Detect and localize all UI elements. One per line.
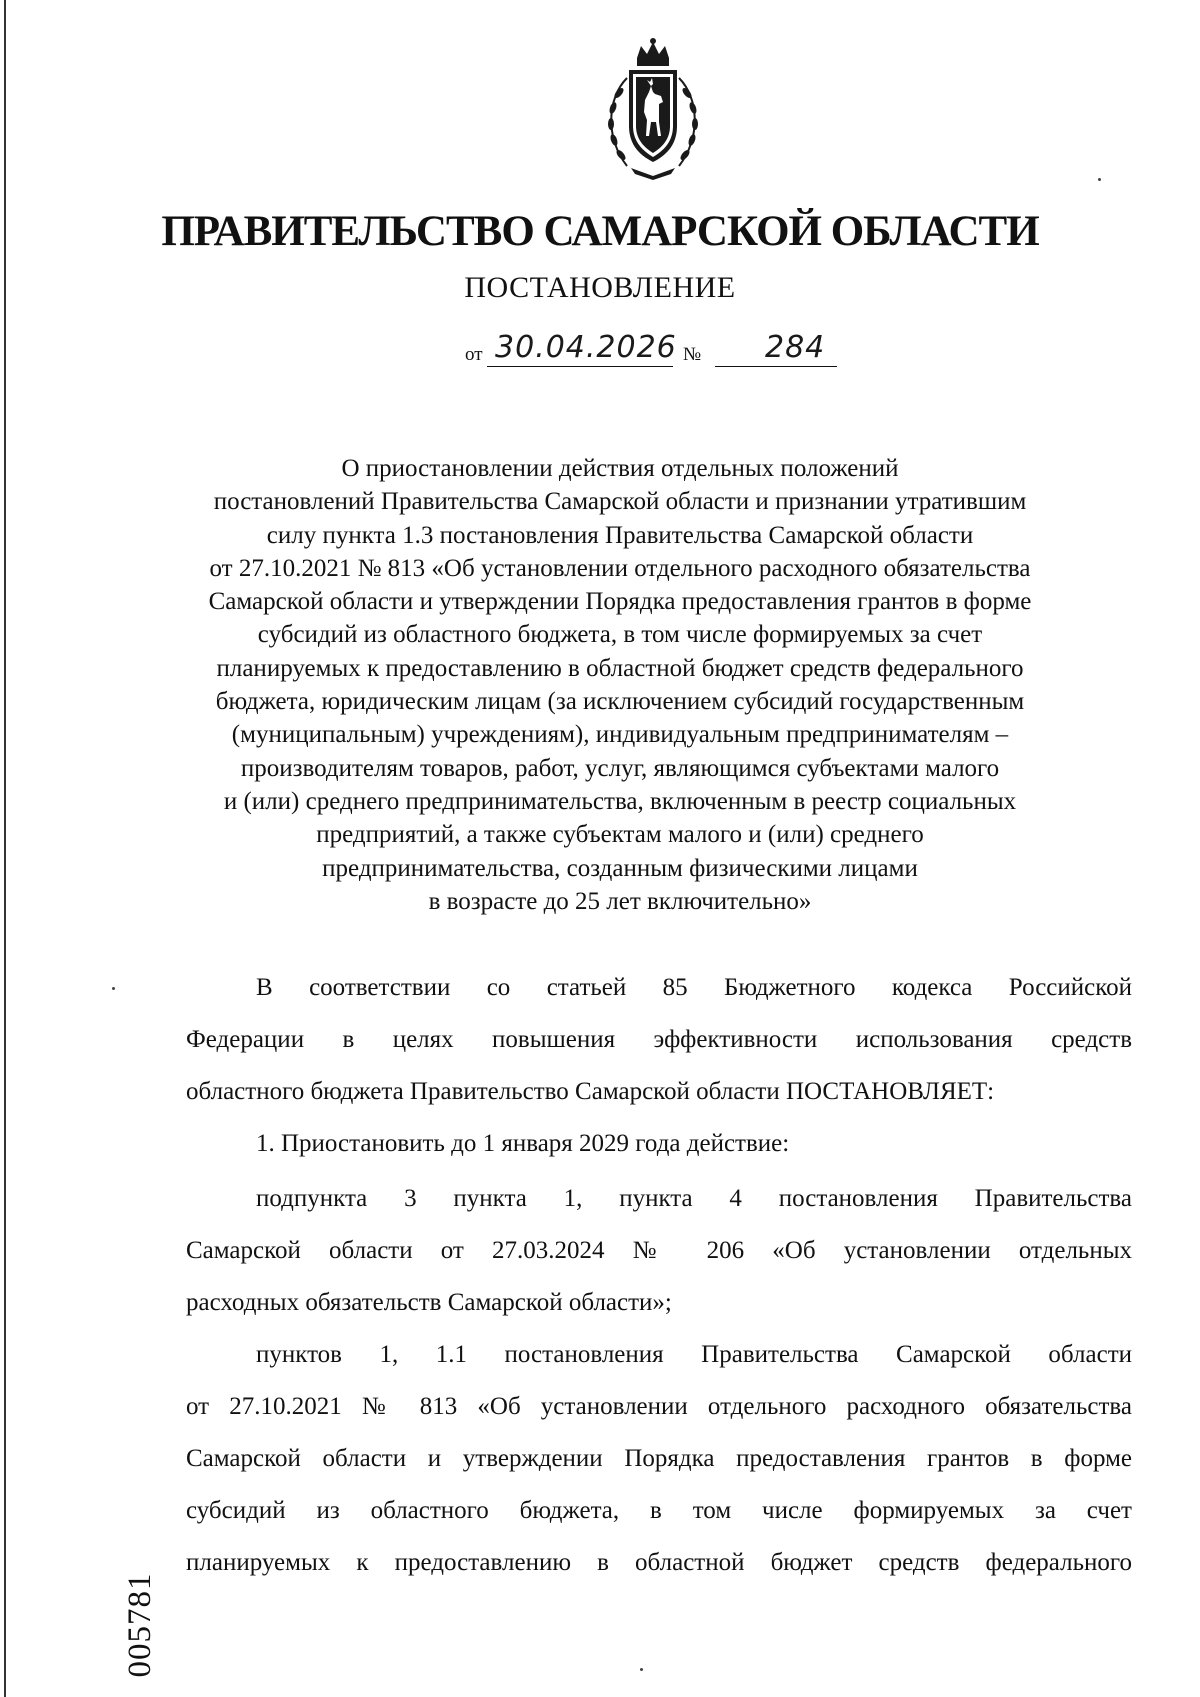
body-line: Федерации в целях повышения эффективности использования средств xyxy=(186,1026,1132,1053)
body-line: расходных обязательств Самарской области»; xyxy=(186,1289,672,1316)
subject-line: от 27.10.2021 № 813 «Об установлении отдельного расходного обязательства xyxy=(209,554,1031,582)
number-label: № xyxy=(683,344,702,365)
number-underline xyxy=(715,366,837,367)
body-line: подпункта 3 пункта 1, пункта 4 постановления Правительства xyxy=(256,1185,1132,1212)
subject-line: производителям товаров, работ, услуг, являющимся субъектами малого xyxy=(240,754,1000,782)
decree-subject xyxy=(160,452,1080,918)
subject-line: субсидий из областного бюджета, в том числе формируемых за счет xyxy=(257,621,983,649)
scan-speck xyxy=(112,987,115,990)
subject-line: постановлений Правительства Самарской области и признании утратившим xyxy=(213,488,1027,516)
body-line: пунктов 1, 1.1 постановления Правительства Самарской области xyxy=(256,1341,1132,1368)
subject-line: бюджета, юридическим лицам (за исключением субсидий государственным xyxy=(215,688,1025,716)
handwritten-number: 284 xyxy=(765,330,826,365)
date-underline xyxy=(487,366,673,367)
scan-speck xyxy=(1098,178,1101,181)
subject-line: предприятий, а также субъектам малого и (или) среднего xyxy=(316,821,924,849)
government-title: ПРАВИТЕЛЬСТВО САМАРСКОЙ ОБЛАСТИ xyxy=(161,208,1039,255)
subject-line: Самарской области и утверждении Порядка предоставления грантов в форме xyxy=(208,588,1032,616)
body-line: от 27.10.2021 № 813 «Об установлении отдельного расходного обязательства xyxy=(186,1393,1132,1420)
body-line: Самарской области и утверждении Порядка предоставления грантов в форме xyxy=(186,1445,1132,1472)
subject-line: предпринимательства, созданным физическими лицами xyxy=(322,854,918,882)
body-line: планируемых к предоставлению в областной бюджет средств федерального xyxy=(186,1549,1132,1576)
handwritten-date: 30.04.2026 xyxy=(495,330,677,365)
subject-line: в возрасте до 25 лет включительно» xyxy=(428,887,812,915)
serial-number-text: 005781 xyxy=(122,1572,158,1678)
subject-line: О приостановлении действия отдельных положений xyxy=(341,455,899,482)
date-label: от xyxy=(465,344,483,365)
body-line: субсидий из областного бюджета, в том числе формируемых за счет xyxy=(186,1497,1132,1524)
subject-line: силу пункта 1.3 постановления Правительства Самарской области xyxy=(266,521,974,549)
subject-line: и (или) среднего предпринимательства, включенным в реестр социальных xyxy=(223,787,1017,815)
scan-speck xyxy=(640,1668,643,1671)
body-line: областного бюджета Правительство Самарской области ПОСТАНОВЛЯЕТ: xyxy=(186,1078,995,1105)
body-line: 1. Приостановить до 1 января 2029 года действие: xyxy=(256,1130,790,1157)
body-line: Самарской области от 27.03.2024 № 206 «Об установлении отдельных xyxy=(186,1237,1132,1264)
document-type: ПОСТАНОВЛЕНИЕ xyxy=(464,271,736,304)
body-line: В соответствии со статьей 85 Бюджетного кодекса Российской xyxy=(256,974,1132,1001)
samara-coat-of-arms-icon xyxy=(597,38,709,180)
subject-line: планируемых к предоставлению в областной бюджет средств федерального xyxy=(216,654,1024,682)
form-serial-number xyxy=(120,1555,164,1695)
subject-line: (муниципальным) учреждениям), индивидуальным предпринимателям – xyxy=(231,721,1009,749)
